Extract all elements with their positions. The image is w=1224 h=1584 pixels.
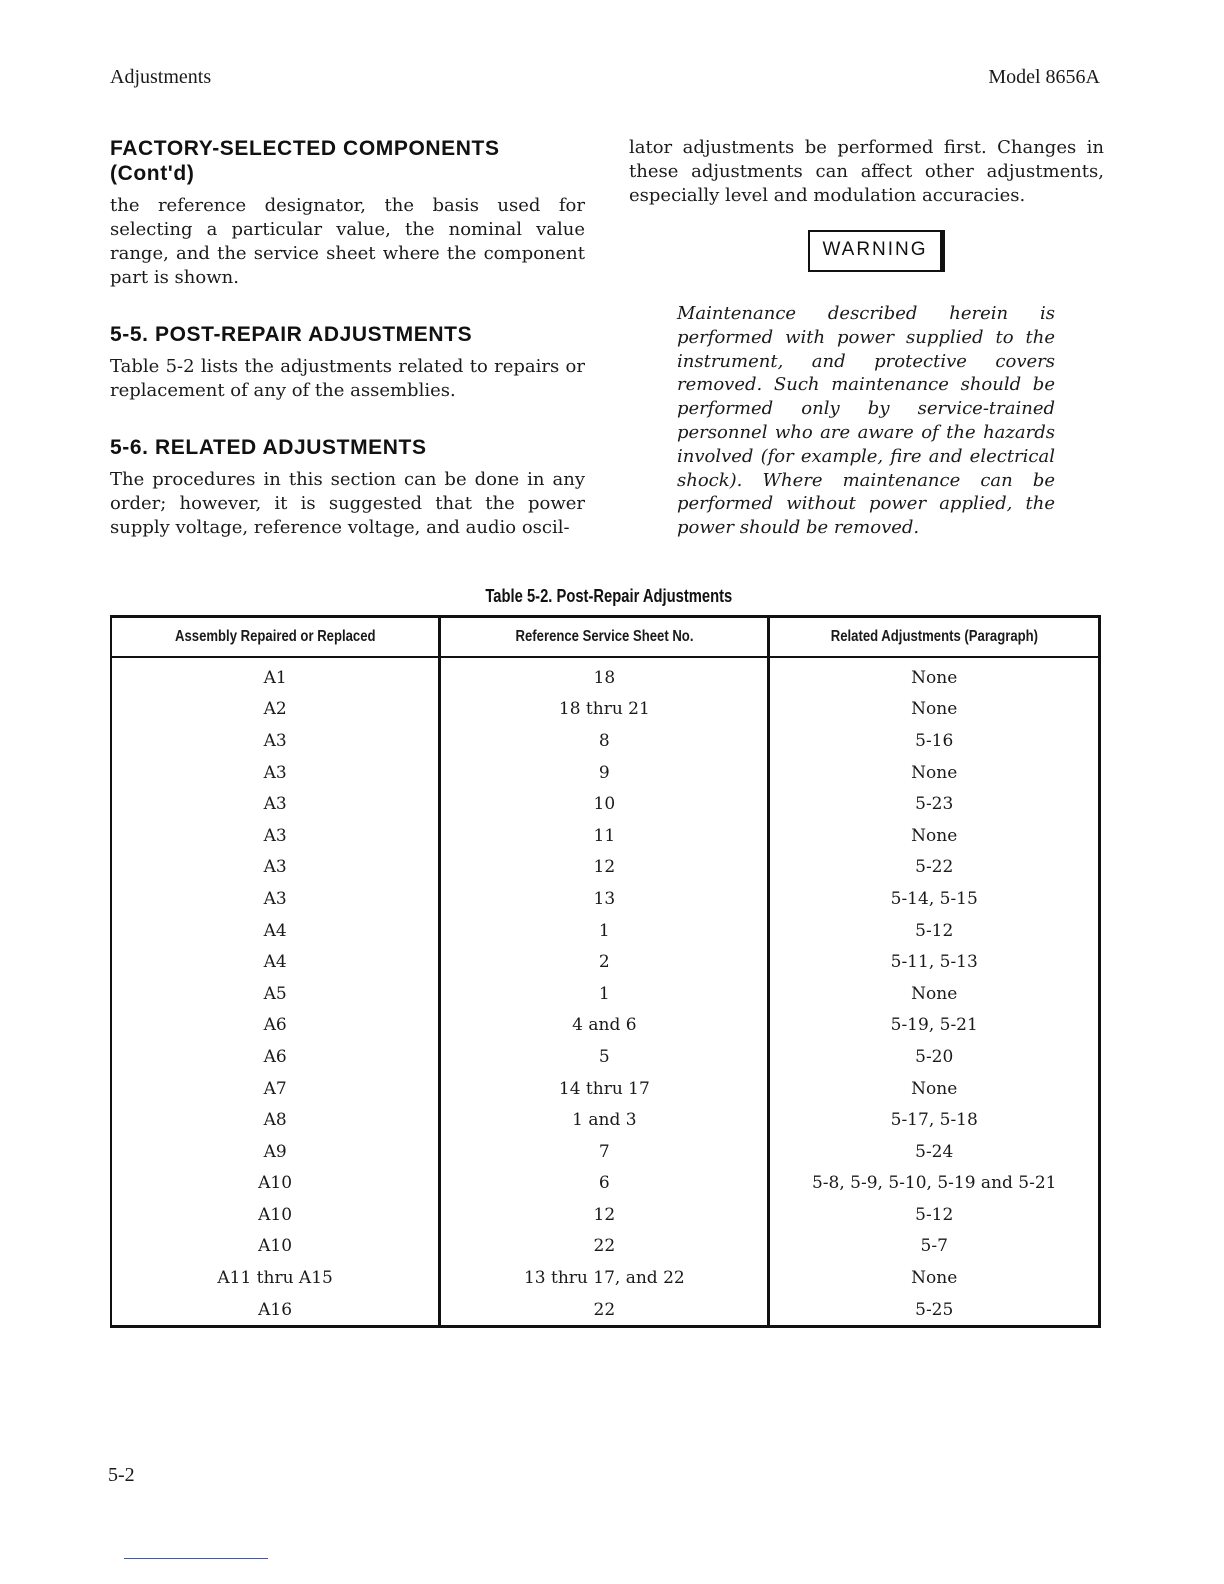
- table-row: [111, 694, 1100, 726]
- cell-assembly: A1: [111, 657, 440, 694]
- cell-service-sheet: 18 thru 21: [440, 694, 769, 726]
- right-column: [629, 136, 1104, 540]
- column-header-assembly: Assembly Repaired or Replaced: [111, 617, 440, 658]
- cell-related-adjustments: 5-19, 5-21: [890, 1015, 978, 1036]
- cell-related-adjustments: 5-12: [915, 1204, 954, 1225]
- cell-assembly: A3: [111, 788, 440, 820]
- cell-related-adjustments: None: [911, 1078, 958, 1099]
- cell-related-adjustments: 5-12: [915, 920, 954, 941]
- cell-assembly: A7: [111, 1073, 440, 1105]
- table-row: [111, 946, 1100, 978]
- table-body: [111, 657, 1100, 1327]
- cell-service-sheet: 11: [440, 820, 769, 852]
- cell-service-sheet: 6: [440, 1168, 769, 1200]
- cell-related-adjustments: None: [911, 825, 958, 846]
- column-header-related-adjustments: Related Adjustments (Paragraph): [769, 617, 1100, 658]
- warning-text: Maintenance described herein is performed with power supplied to the instrument, and protective covers removed. Such maintenance should be performed only by service-trained personnel who are aware of the hazards involved (for example, fire and electrical shock). Where maintenance can be performed without power applied, the power should be removed.: [677, 303, 1055, 539]
- table-row: [111, 1104, 1100, 1136]
- table-row: [111, 1041, 1100, 1073]
- table-header-row: [111, 617, 1100, 658]
- cell-related-adjustments: 5-14, 5-15: [890, 888, 978, 909]
- section-title-post-repair: 5-5. POST-REPAIR ADJUSTMENTS: [110, 323, 473, 346]
- table-row: [111, 1136, 1100, 1168]
- cell-related-adjustments: None: [911, 983, 958, 1004]
- cell-service-sheet: 2: [440, 946, 769, 978]
- cell-related-adjustments: 5-7: [920, 1236, 948, 1257]
- cell-assembly: A10: [111, 1199, 440, 1231]
- table-row: [111, 788, 1100, 820]
- table-row: [111, 1262, 1100, 1294]
- table-row: [111, 978, 1100, 1010]
- cell-service-sheet: 1 and 3: [440, 1104, 769, 1136]
- cell-assembly: A3: [111, 725, 440, 757]
- cell-related-adjustments: 5-16: [915, 730, 954, 751]
- column-header-service-sheet: Reference Service Sheet No.: [440, 617, 769, 658]
- cell-related-adjustments: 5-8, 5-9, 5-10, 5-19 and 5-21: [811, 1173, 1057, 1194]
- cell-assembly: A11 thru A15: [111, 1262, 440, 1294]
- warning-label: WARNING: [808, 230, 944, 272]
- page-number: 5-2: [108, 1464, 135, 1486]
- cell-service-sheet: 7: [440, 1136, 769, 1168]
- table-row: [111, 820, 1100, 852]
- left-column: [110, 136, 585, 540]
- table-row: [111, 852, 1100, 884]
- cell-service-sheet: 9: [440, 757, 769, 789]
- cell-related-adjustments: 5-23: [915, 794, 954, 815]
- table-row: [111, 725, 1100, 757]
- cell-related-adjustments: 5-20: [915, 1046, 954, 1067]
- cell-assembly: A3: [111, 820, 440, 852]
- section-title-factory-selected: FACTORY-SELECTED COMPONENTS (Cont'd): [110, 137, 500, 185]
- cell-assembly: A2: [111, 694, 440, 726]
- cell-assembly: A4: [111, 946, 440, 978]
- cell-assembly: A4: [111, 915, 440, 947]
- cell-service-sheet: 8: [440, 725, 769, 757]
- cell-assembly: A16: [111, 1294, 440, 1327]
- cell-assembly: A8: [111, 1104, 440, 1136]
- cell-related-adjustments: 5-22: [915, 857, 954, 878]
- cell-service-sheet: 14 thru 17: [440, 1073, 769, 1105]
- cell-service-sheet: 5: [440, 1041, 769, 1073]
- continued-text: lator adjustments be performed first. Changes in these adjustments can affect other adjustments, especially level and modulation accuracies.: [629, 137, 1104, 206]
- cell-related-adjustments: 5-11, 5-13: [890, 952, 978, 973]
- table-row: [111, 757, 1100, 789]
- table-row: [111, 883, 1100, 915]
- footer-rule: [124, 1558, 268, 1559]
- cell-service-sheet: 1: [440, 915, 769, 947]
- post-repair-text: Table 5-2 lists the adjustments related to repairs or replacement of any of the assemblies.: [110, 356, 585, 401]
- cell-service-sheet: 13: [440, 883, 769, 915]
- cell-assembly: A10: [111, 1168, 440, 1200]
- cell-assembly: A5: [111, 978, 440, 1010]
- cell-assembly: A3: [111, 852, 440, 884]
- cell-related-adjustments: None: [911, 699, 958, 720]
- cell-service-sheet: 12: [440, 1199, 769, 1231]
- cell-assembly: A6: [111, 1010, 440, 1042]
- cell-related-adjustments: 5-17, 5-18: [890, 1110, 978, 1131]
- cell-assembly: A3: [111, 757, 440, 789]
- cell-assembly: A9: [111, 1136, 440, 1168]
- factory-selected-text: the reference designator, the basis used for selecting a particular value, the nominal value range, and the service sheet where the component part is shown.: [110, 195, 585, 288]
- cell-service-sheet: 18: [440, 657, 769, 694]
- table-row: [111, 915, 1100, 947]
- cell-service-sheet: 22: [440, 1294, 769, 1327]
- running-header-model: Model 8656A: [988, 66, 1100, 88]
- cell-related-adjustments: None: [911, 762, 958, 783]
- cell-related-adjustments: None: [911, 1268, 958, 1289]
- cell-assembly: A6: [111, 1041, 440, 1073]
- post-repair-adjustments-table: [110, 615, 1101, 1328]
- table-row: [111, 1294, 1100, 1327]
- table-title: Table 5-2. Post-Repair Adjustments: [485, 586, 733, 606]
- table-row: [111, 657, 1100, 694]
- related-adjustments-text: The procedures in this section can be done in any order; however, it is suggested that the power supply voltage, reference voltage, and audio oscil-: [110, 469, 585, 538]
- table-row: [111, 1168, 1100, 1200]
- cell-service-sheet: 13 thru 17, and 22: [440, 1262, 769, 1294]
- cell-assembly: A10: [111, 1231, 440, 1263]
- section-title-related-adjustments: 5-6. RELATED ADJUSTMENTS: [110, 436, 427, 459]
- cell-related-adjustments: 5-25: [915, 1299, 954, 1320]
- table-row: [111, 1073, 1100, 1105]
- cell-service-sheet: 4 and 6: [440, 1010, 769, 1042]
- table-row: [111, 1199, 1100, 1231]
- cell-related-adjustments: None: [911, 667, 958, 688]
- cell-assembly: A3: [111, 883, 440, 915]
- cell-service-sheet: 22: [440, 1231, 769, 1263]
- table-row: [111, 1010, 1100, 1042]
- cell-service-sheet: 1: [440, 978, 769, 1010]
- table-row: [111, 1231, 1100, 1263]
- cell-related-adjustments: 5-24: [915, 1141, 954, 1162]
- running-header-section: Adjustments: [110, 66, 212, 88]
- cell-service-sheet: 10: [440, 788, 769, 820]
- cell-service-sheet: 12: [440, 852, 769, 884]
